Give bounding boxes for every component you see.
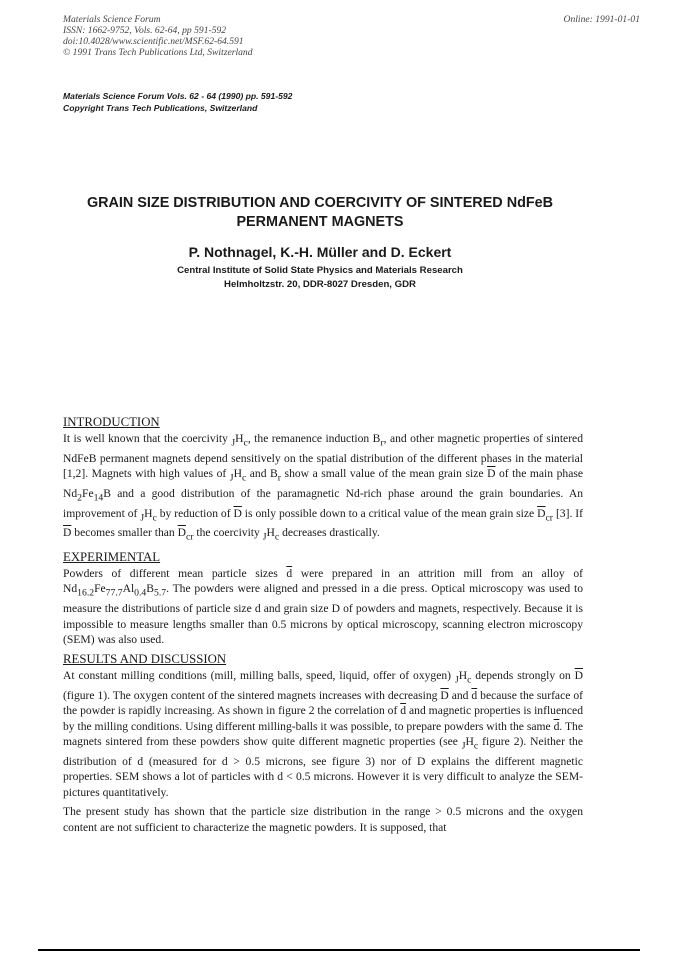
journal-copyright-line: Copyright Trans Tech Publications, Switzerland <box>63 103 258 113</box>
affiliation-line1: Central Institute of Solid State Physics and Materials Research <box>177 265 463 276</box>
journal-name: Materials Science Forum <box>63 14 161 25</box>
footer-rule <box>38 949 640 951</box>
publication-metadata <box>63 14 253 58</box>
paper-title-line1: GRAIN SIZE DISTRIBUTION AND COERCIVITY OF SINTERED NdFeB <box>86 195 554 211</box>
doi-link[interactable]: doi:10.4028/www.scientific.net/MSF.62-64.591 <box>63 36 244 47</box>
experimental-paragraph: Powders of different mean particle sizes $\overline{d}$ were prepared in an attrition mill from an alloy of $Nd_{16.2}Fe_{77.7}Al_{0.4}B_{5.7}$. The powders were aligned and pressed in a die press. Optical microscopy was used to measure the distributions of particle size d and grain size D of powders and magnets, respectively. Because it is impossible to measure lengths smaller than 0.5 microns by optical microscopy, scanning electron microscopy (SEM) was also used. <box>63 567 583 646</box>
journal-volume-line: Materials Science Forum Vols. 62 - 64 (1990) pp. 591-592 <box>63 91 293 101</box>
journal-reference <box>63 90 292 114</box>
section-heading-introduction: INTRODUCTION <box>63 415 160 429</box>
online-date: Online: 1991-01-01 <box>563 14 640 25</box>
paper-authors: P. Nothnagel, K.-H. Müller and D. Eckert <box>188 244 452 260</box>
paper-body <box>63 414 583 839</box>
copyright-line: © 1991 Trans Tech Publications Ltd, Switzerland <box>63 47 253 58</box>
results-paragraph-2: The present study has shown that the particle size distribution in the range > 0.5 microns and the oxygen content are not sufficient to characterize the magnetic powders. It is supposed, that <box>63 805 583 834</box>
results-paragraph: At constant milling conditions (mill, milling balls, speed, liquid, offer of oxygen) $_JH_c$ depends strongly on $\overline{D}$ (figure 1). The oxygen content of the sintered magnets increases with decreasing $\overline{D}$ and $\overline{d}$ because the surface of the powder is rapidly increasing. As shown in figure 2 the correlation of $\overline{d}$ and magnetic properties is influenced by the milling conditions. Using different milling-balls it was possible, to prepare powders with the same $\overline{d}$. The magnets sintered from these powders show quite different magnetic properties (see $_JH_c$ figure 2). Neither the distribution of d (measured for d > 0.5 microns, see figure 3) nor of D explains the different magnetic properties. SEM shows a lot of particles with d < 0.5 microns. However it is very difficult to analyze the SEM-pictures quantitatively. <box>63 669 583 799</box>
issn-line: ISSN: 1662-9752, Vols. 62-64, pp 591-592 <box>63 25 227 36</box>
introduction-paragraph: It is well known that the coercivity $_JH_c$, the remanence induction $B_r$, and other magnetic properties of sintered NdFeB permanent magnets depend sensitively on the spatial distribution of the different phases in the material [1,2]. Magnets with high values of $_JH_c$ and $B_r$ show a small value of the mean grain size $\overline{D}$ of the main phase $Nd_2Fe_{14}B$ and a good distribution of the paramagnetic Nd-rich phase around the grain boundaries. An improvement of $_JH_c$ by reduction of $\overline{D}$ is only possible down to a critical value of the mean grain size $\overline{D}_{cr}$ [3]. If $\overline{D}$ becomes smaller than $\overline{D}_{cr}$ the coercivity $_JH_c$ decreases drastically. <box>63 432 584 543</box>
section-heading-results: RESULTS AND DISCUSSION <box>63 652 227 667</box>
section-heading-experimental: EXPERIMENTAL <box>63 550 161 564</box>
paper-title-line2: PERMANENT MAGNETS <box>236 214 404 230</box>
affiliation-line2: Helmholtzstr. 20, DDR-8027 Dresden, GDR <box>224 279 416 290</box>
